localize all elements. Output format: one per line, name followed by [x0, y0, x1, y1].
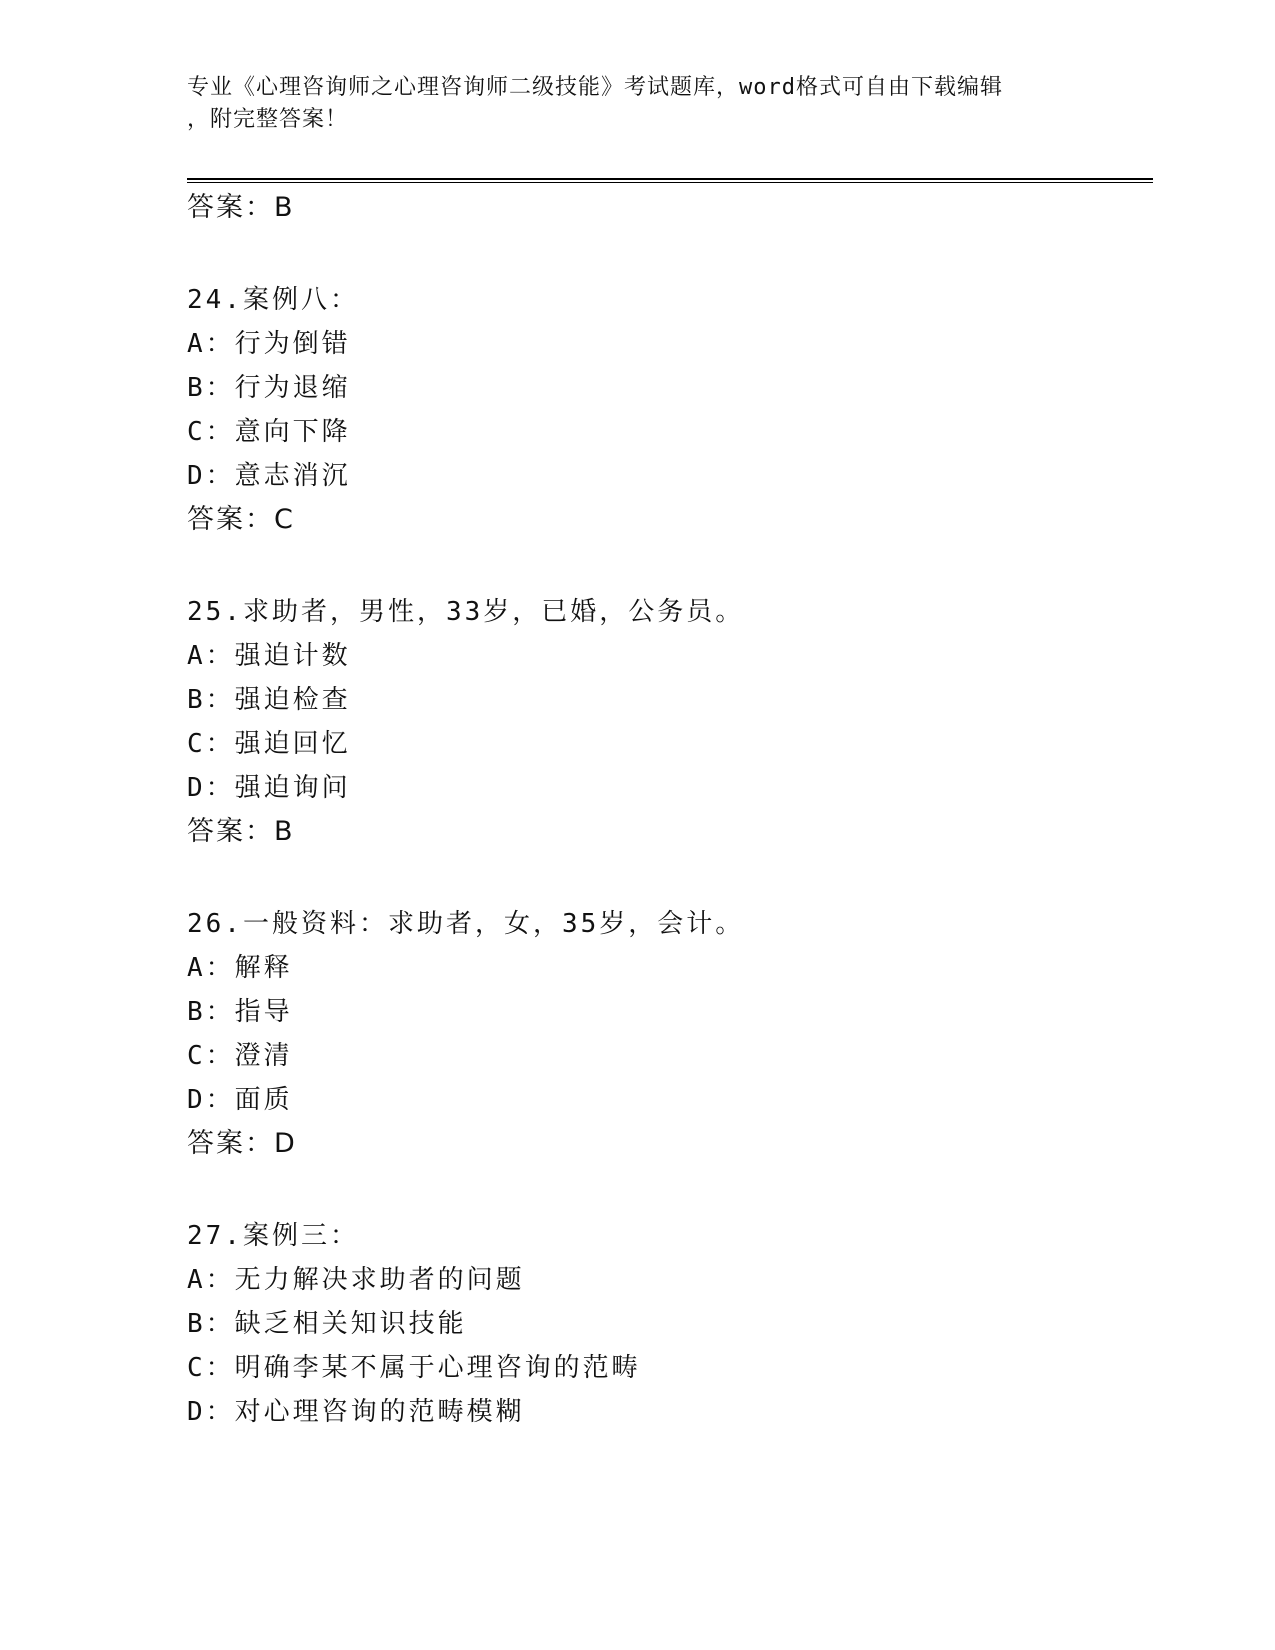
answer-line	[187, 815, 295, 849]
option-d: D：对心理咨询的范畴模糊	[187, 1397, 525, 1427]
option-a: A：强迫计数	[187, 641, 351, 671]
question-stem: 27.案例三：	[187, 1221, 359, 1251]
answer-value: B	[274, 192, 295, 223]
header-divider	[187, 178, 1153, 180]
answer-value: C	[274, 504, 295, 535]
header-line-2: ，附完整答案！	[187, 107, 349, 132]
answer-label: 答案：	[187, 504, 274, 535]
header-line-1: 专业《心理咨询师之心理咨询师二级技能》考试题库，word格式可自由下载编辑	[187, 75, 1003, 100]
option-c: C：明确李某不属于心理咨询的范畴	[187, 1353, 641, 1383]
option-c: C：意向下降	[187, 417, 351, 447]
option-b: B：强迫检查	[187, 685, 351, 715]
option-b: B：指导	[187, 997, 293, 1027]
header-divider-thin	[187, 182, 1153, 183]
document-header	[187, 72, 1087, 136]
answer-line	[187, 1127, 297, 1161]
option-d: D：意志消沉	[187, 461, 351, 491]
answer-value: B	[274, 816, 295, 847]
option-b: B：行为退缩	[187, 373, 351, 403]
option-d: D：强迫询问	[187, 773, 351, 803]
option-b: B：缺乏相关知识技能	[187, 1309, 467, 1339]
answer-label: 答案：	[187, 1128, 274, 1159]
answer-value: D	[274, 1128, 297, 1159]
answer-line	[187, 503, 295, 537]
question-stem: 24.案例八：	[187, 285, 359, 315]
option-d: D：面质	[187, 1085, 293, 1115]
answer-line	[187, 191, 295, 225]
answer-label: 答案：	[187, 816, 274, 847]
option-c: C：强迫回忆	[187, 729, 351, 759]
option-a: A：无力解决求助者的问题	[187, 1265, 525, 1295]
option-a: A：解释	[187, 953, 293, 983]
question-stem: 25.求助者，男性，33岁，已婚，公务员。	[187, 597, 745, 627]
option-c: C：澄清	[187, 1041, 293, 1071]
option-a: A：行为倒错	[187, 329, 351, 359]
question-stem: 26.一般资料：求助者，女，35岁，会计。	[187, 909, 745, 939]
answer-label: 答案：	[187, 192, 274, 223]
